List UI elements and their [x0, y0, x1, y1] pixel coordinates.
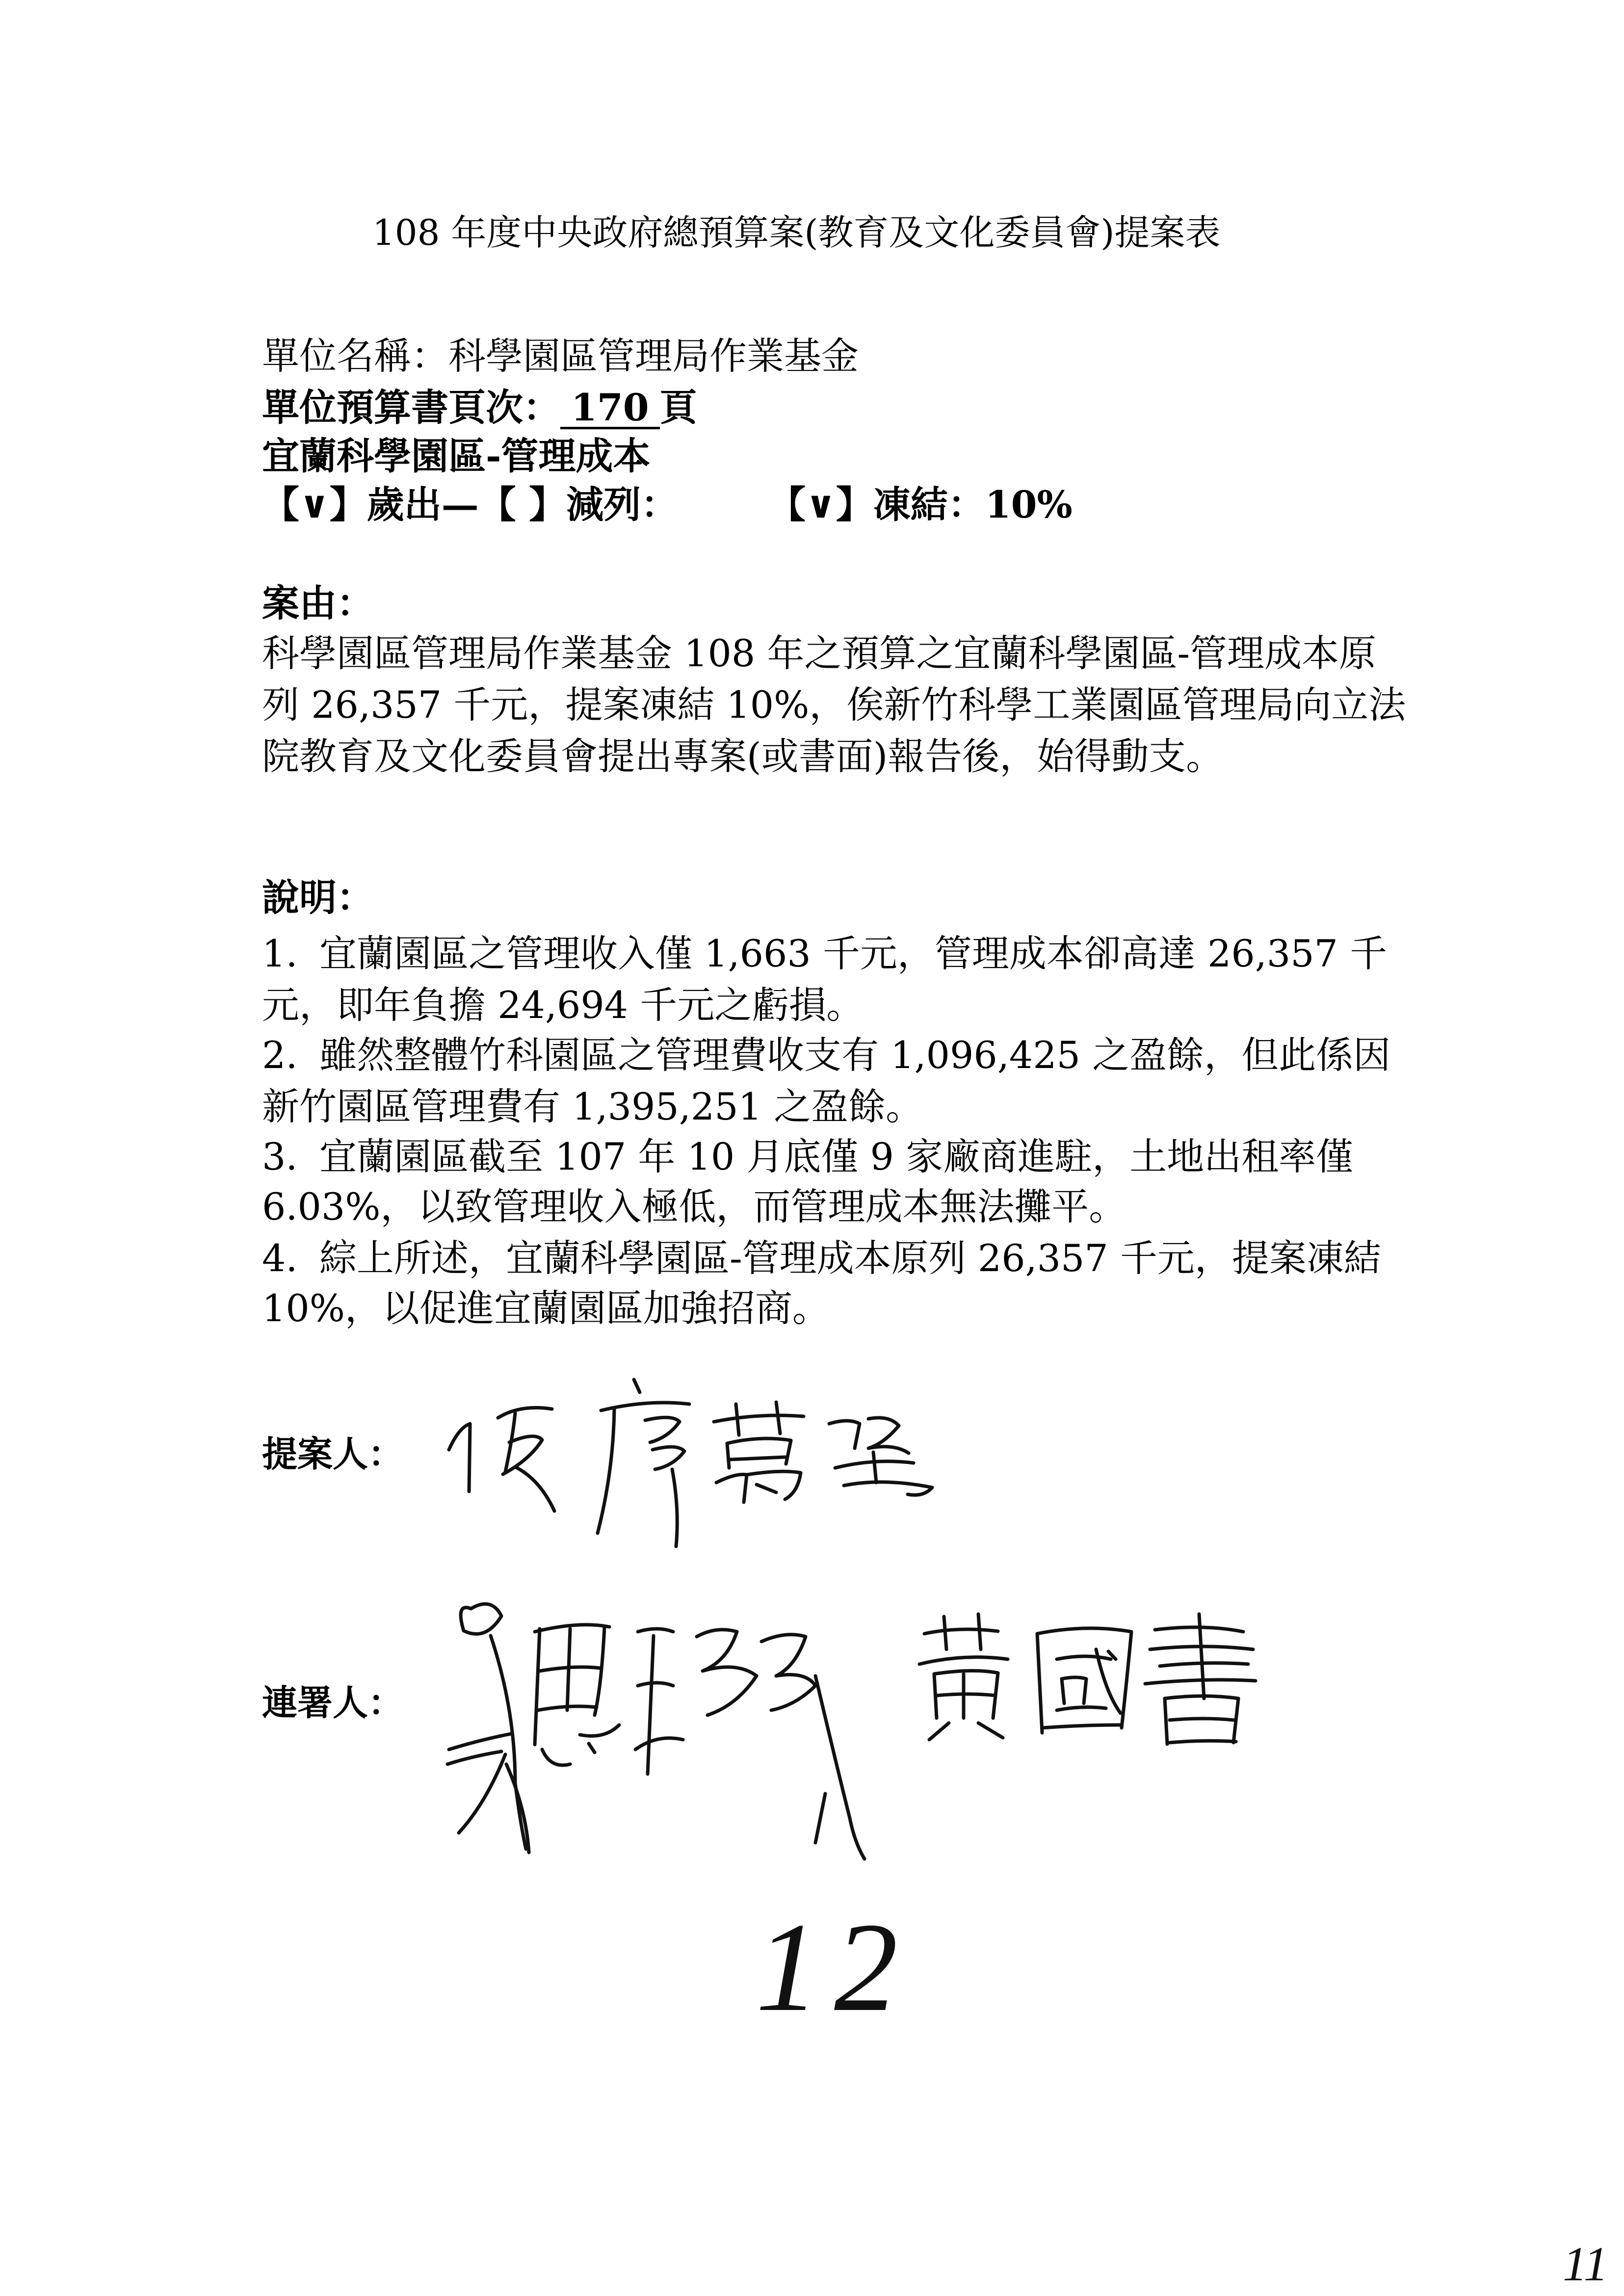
signature-stroke: [638, 1683, 673, 1686]
explanation-line: [262, 1185, 1126, 1229]
explanation-text: 宜蘭園區之管理收入僅 1,663 千元，管理成本卻高達 26,357 千: [319, 932, 1388, 975]
reason-line: 院教育及文化委員會提出專案(或書面)報告後，始得動支。: [262, 734, 1224, 778]
proposer-signature-drawing: [442, 1369, 957, 1565]
explanation-item-number: 2.: [262, 1033, 298, 1077]
signature-stroke: [515, 1467, 554, 1511]
signature-stroke: [653, 1447, 684, 1469]
explanation-text: 宜蘭園區截至 107 年 10 月底僅 9 家廠商進駐，土地出租率僅: [319, 1135, 1354, 1178]
signature-stroke: [924, 1629, 998, 1634]
handwritten-page-number: 12: [756, 1897, 913, 2038]
budget-page-reference: [262, 386, 697, 430]
signature-character: [1145, 1614, 1256, 1744]
signature-stroke: [645, 1417, 680, 1442]
signature-stroke: [580, 1725, 619, 1736]
signature-character: [919, 1614, 1008, 1740]
signature-stroke: [589, 1744, 595, 1752]
signature-stroke: [1042, 1725, 1122, 1728]
cosigner-signature-1-drawing: [442, 1587, 876, 1862]
signature-stroke: [844, 1482, 932, 1495]
signature-stroke: [919, 1657, 1008, 1664]
explanation-text: 10%，以促進宜蘭園區加強招商。: [262, 1286, 830, 1330]
signature-character: [829, 1418, 932, 1495]
signature-stroke: [1170, 1741, 1236, 1743]
explanation-line: [262, 983, 864, 1027]
signature-stroke: [761, 1635, 815, 1710]
explanation-item-number: 4.: [262, 1236, 298, 1280]
explanation-line: [262, 1286, 830, 1331]
cosigners-label: 連署人：: [262, 1682, 404, 1723]
reason-line: 列 26,357 千元，提案凍結 10%，俟新竹科學工業園區管理局向立法: [262, 683, 1406, 727]
signature-character: [598, 1380, 689, 1546]
signature-stroke: [1145, 1680, 1256, 1684]
signature-stroke: [447, 1751, 501, 1764]
explanation-text: 雖然整體竹科園區之管理費收支有 1,096,425 之盈餘，但此係因: [319, 1033, 1391, 1077]
signature-stroke: [461, 1604, 501, 1634]
signature-character: [449, 1408, 554, 1511]
signature-stroke: [638, 1629, 673, 1632]
signature-stroke: [672, 1469, 677, 1546]
signature-stroke: [449, 1424, 470, 1491]
signature-stroke: [1057, 1707, 1106, 1710]
signature-stroke: [815, 1794, 825, 1843]
reason-line: 科學園區管理局作業基金 108 年之預算之宜蘭科學園區-管理成本原: [262, 631, 1377, 675]
signature-stroke: [635, 1738, 683, 1749]
explanation-text: 綜上所述，宜蘭科學園區-管理成本原列 26,357 千元，提案凍結: [319, 1236, 1381, 1280]
signature-stroke: [873, 1452, 876, 1483]
explanation-line: [262, 932, 1387, 976]
signature-stroke: [535, 1629, 540, 1745]
budget-page-label: 單位預算書頁次：: [262, 386, 560, 429]
signature-stroke: [542, 1749, 570, 1765]
reason-heading: 案由：: [262, 581, 374, 625]
signature-stroke: [868, 1418, 909, 1453]
signature-stroke: [1170, 1719, 1233, 1720]
signature-stroke: [736, 1404, 739, 1435]
signature-stroke: [747, 1471, 801, 1499]
explanation-text: 元，即年負擔 24,694 千元之虧損。: [262, 983, 864, 1027]
budget-page-number: 170: [560, 389, 660, 429]
unit-name: 單位名稱：科學園區管理局作業基金: [262, 334, 859, 378]
proposer-signature: [442, 1369, 957, 1565]
signature-stroke: [634, 1380, 640, 1392]
signature-stroke: [648, 1636, 654, 1774]
signature-stroke: [449, 1734, 511, 1749]
signature-stroke: [491, 1636, 526, 1849]
action-expenditure-reduction: 【∨】歲出—【 】減列：: [262, 483, 679, 526]
signature-stroke: [727, 1443, 729, 1468]
signature-stroke: [1062, 1679, 1064, 1703]
signature-stroke: [829, 1421, 860, 1448]
signature-character: [714, 1402, 804, 1502]
explanation-item-number: 3.: [262, 1135, 298, 1178]
signature-stroke: [1037, 1634, 1042, 1733]
signature-stroke: [567, 1629, 570, 1710]
explanation-line: [262, 1135, 1353, 1179]
signature-stroke: [535, 1625, 609, 1632]
signature-stroke: [697, 1630, 757, 1715]
document-title: 108 年度中央政府總預算案(教育及文化委員會)提案表: [372, 212, 1221, 253]
signature-stroke: [716, 1474, 747, 1502]
explanation-item-number: 1.: [262, 932, 298, 975]
explanation-line: [262, 1085, 923, 1129]
budget-item-title: 宜蘭科學園區-管理成本: [262, 434, 651, 478]
cosigner-signature-2: [910, 1604, 1258, 1751]
signature-stroke: [978, 1723, 1003, 1738]
cosigner-signature-2-drawing: [910, 1604, 1258, 1751]
signature-character: [1037, 1628, 1131, 1733]
explanation-line: [262, 1236, 1381, 1280]
signature-character: [635, 1629, 864, 1859]
explanation-line: [262, 1033, 1390, 1077]
signature-stroke: [937, 1694, 995, 1696]
signature-stroke: [598, 1409, 614, 1533]
explanation-text: 6.03%，以致管理收入極低，而管理成本無法攤平。: [262, 1185, 1126, 1228]
signature-stroke: [978, 1614, 981, 1649]
action-freeze: 【∨】凍結：10%: [768, 483, 1073, 526]
explanation-heading: 說明：: [262, 876, 374, 919]
signature-stroke: [815, 1676, 864, 1859]
proposer-label: 提案人：: [262, 1433, 404, 1475]
signature-stroke: [714, 1415, 804, 1422]
signature-stroke: [757, 1485, 776, 1492]
signature-stroke: [929, 1723, 949, 1740]
signature-character: [535, 1625, 619, 1765]
signature-stroke: [459, 1754, 505, 1833]
signature-stroke: [1160, 1663, 1248, 1666]
signature-stroke: [944, 1617, 946, 1649]
budget-page-suffix: 頁: [659, 386, 697, 429]
signature-character: [447, 1604, 529, 1852]
signature-stroke: [595, 1627, 604, 1715]
signature-stroke: [498, 1408, 552, 1418]
signature-stroke: [1057, 1656, 1111, 1659]
explanation-text: 新竹園區管理費有 1,395,251 之盈餘。: [262, 1085, 923, 1128]
signature-stroke: [1165, 1698, 1167, 1744]
cosigner-signature-1: [442, 1587, 876, 1862]
handwritten-corner-number: 11: [1563, 2237, 1608, 2291]
signature-stroke: [776, 1402, 780, 1434]
signature-stroke: [730, 1457, 785, 1460]
